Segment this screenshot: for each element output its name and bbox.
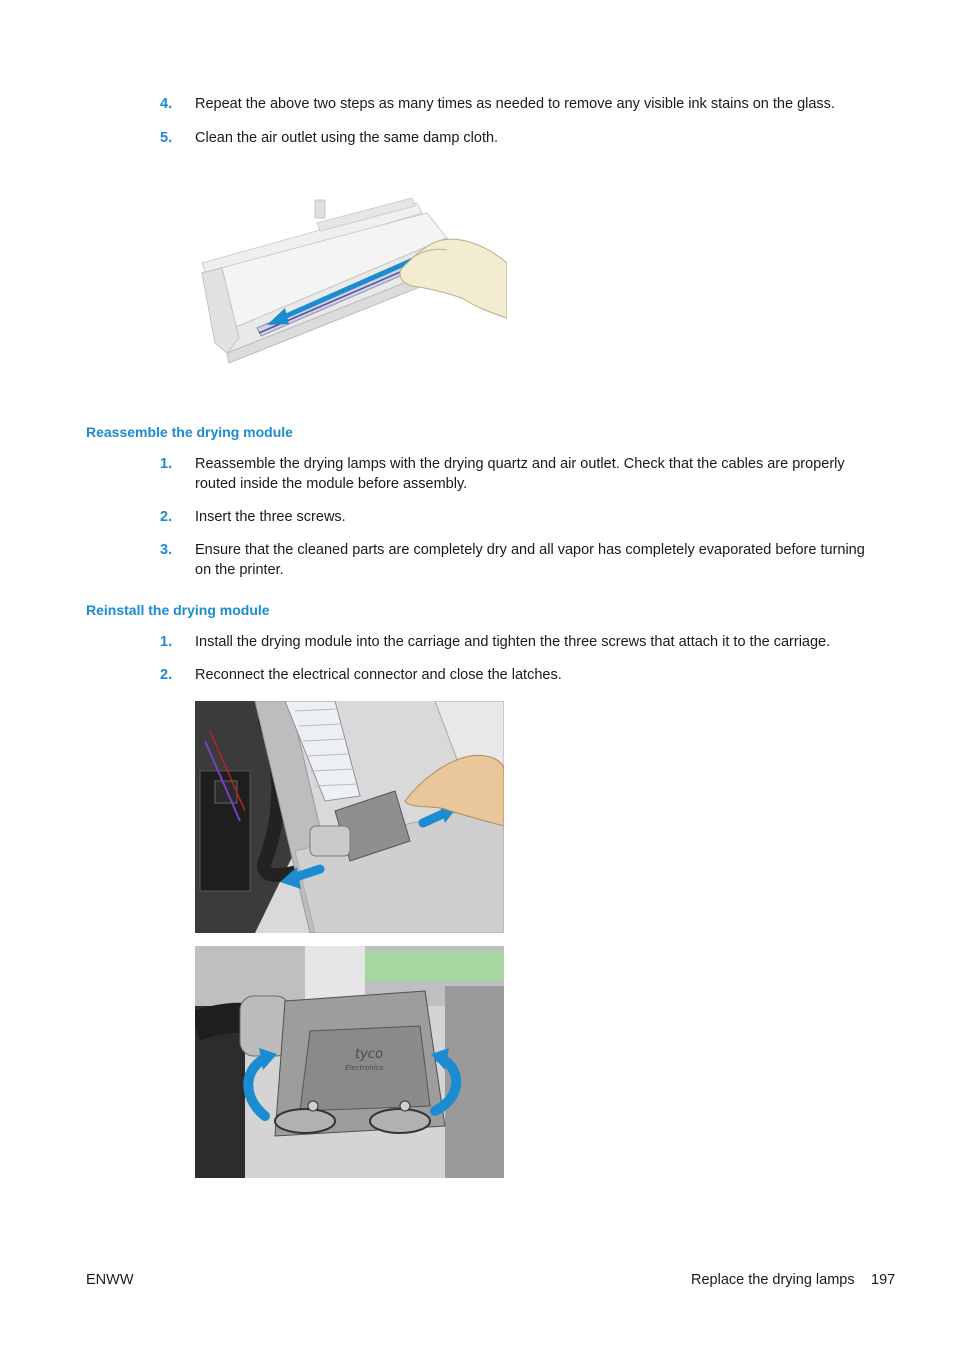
step-text: Ensure that the cleaned parts are completely dry and all vapor has completely evaporated before turning on the printer. — [195, 542, 865, 578]
step-number: 4. — [160, 96, 173, 112]
connector-sub-label: Electronics — [345, 1064, 384, 1072]
step-text: Reassemble the drying lamps with the drying quartz and air outlet. Check that the cables are properly routed inside the module before assembly. — [195, 456, 845, 492]
step-text: Clean the air outlet using the same damp cloth. — [195, 130, 499, 146]
footer-section-title: Replace the drying lamps — [691, 1272, 855, 1288]
reinstall-step-1 — [160, 632, 880, 652]
step-number: 2. — [160, 509, 173, 525]
carriage-illustration — [195, 701, 504, 933]
connector-brand-label: tyco — [355, 1047, 383, 1062]
reassemble-step-2 — [160, 507, 880, 527]
step-number: 5. — [160, 130, 173, 146]
step-text: Install the drying module into the carriage and tighten the three screws that attach it to the carriage. — [195, 634, 831, 650]
reassemble-step-3 — [160, 540, 880, 580]
footer-left: ENWW — [86, 1272, 134, 1288]
figure-clean-air-outlet — [197, 168, 507, 400]
step-5 — [160, 128, 880, 148]
step-text: Reconnect the electrical connector and close the latches. — [195, 667, 562, 683]
step-text: Insert the three screws. — [195, 509, 346, 525]
section-heading-reinstall: Reinstall the drying module — [86, 602, 270, 618]
reassemble-step-1 — [160, 454, 880, 494]
step-text: Repeat the above two steps as many times as needed to remove any visible ink stains on the glass. — [195, 96, 835, 112]
step-4 — [160, 94, 880, 114]
step-number: 3. — [160, 542, 173, 558]
connector-illustration — [195, 946, 504, 1178]
step-number: 1. — [160, 456, 173, 472]
reinstall-step-2 — [160, 665, 880, 685]
section-heading-reassemble: Reassemble the drying module — [86, 424, 293, 440]
figure-connector-latches — [195, 946, 504, 1178]
step-number: 2. — [160, 667, 173, 683]
drying-module-illustration — [197, 168, 507, 400]
footer-page-number: 197 — [871, 1272, 896, 1288]
step-number: 1. — [160, 634, 173, 650]
figure-install-module — [195, 701, 504, 933]
